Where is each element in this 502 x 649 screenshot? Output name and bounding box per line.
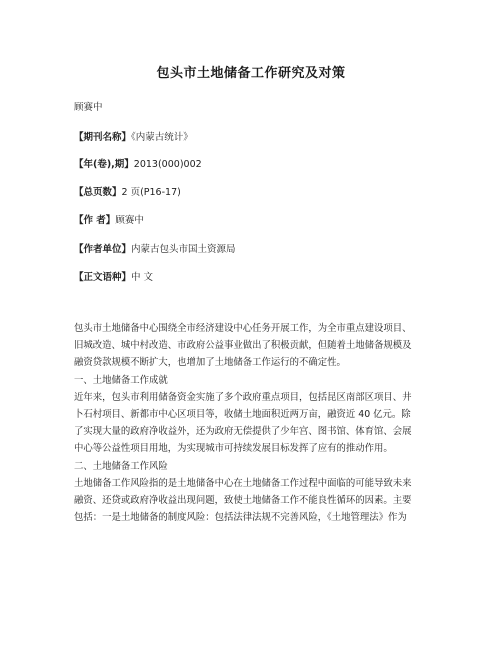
paragraph-line: 融资、还贷或政府净收益出现问题，致使土地储备工作不能良性循环的因素。主要 — [74, 494, 412, 506]
meta-unit-key: 【作者单位】 — [74, 244, 132, 255]
meta-author-value: 顾赛中 — [115, 215, 144, 226]
meta-pages-value: 2 页(P16-17) — [121, 187, 181, 198]
meta-year-key: 【年(卷),期】 — [74, 159, 134, 170]
meta-year-value: 2013(000)002 — [133, 159, 202, 170]
meta-author — [74, 212, 144, 226]
paragraph-line: 旧城改造、城中村改造、市政府公益事业做出了积极贡献，但随着土地储备规模及 — [74, 340, 412, 352]
meta-language-value: 中 文 — [131, 272, 154, 283]
meta-pages — [74, 184, 181, 198]
meta-journal-value: 《内蒙古统计》 — [131, 132, 193, 143]
paragraph-line: 了实现大量的政府净收益外，还为政府无偿提供了少年宫、图书馆、体育馆、会展 — [74, 426, 412, 438]
meta-journal-key: 【期刊名称】 — [74, 132, 132, 143]
paragraph-line: 近年来，包头市利用储备资金实施了多个政府重点项目，包括昆区南部区项目、井 — [74, 391, 412, 403]
meta-year — [74, 156, 202, 170]
meta-journal — [74, 129, 193, 143]
paragraph-line: 中心等公益性项目用地，为实现城市可持续发展目标发挥了应有的推动作用。 — [74, 443, 393, 455]
meta-language — [74, 269, 153, 283]
meta-author-key: 【作 者】 — [74, 215, 116, 226]
section-heading: 二、土地储备工作风险 — [74, 460, 168, 472]
author-line: 顾赛中 — [74, 102, 103, 113]
body-text — [74, 320, 432, 526]
section-heading: 一、土地储备工作成就 — [74, 374, 168, 386]
meta-unit-value: 内蒙古包头市国土资源局 — [131, 244, 236, 255]
paragraph-line: 卜石村项目、新都市中心区项目等，收储土地面积近两万亩，融资近 40 亿元。除 — [74, 408, 411, 420]
meta-pages-key: 【总页数】 — [74, 187, 122, 198]
paragraph-line: 融资贷款规模不断扩大，也增加了土地储备工作运行的不确定性。 — [74, 357, 346, 369]
paragraph-line: 包头市土地储备中心围绕全市经济建设中心任务开展工作，为全市重点建设项目、 — [74, 323, 412, 334]
paragraph-line: 土地储备工作风险指的是土地储备中心在土地储备工作过程中面临的可能导致未来 — [74, 477, 412, 489]
meta-unit — [74, 241, 236, 255]
document-title: 包头市土地储备工作研究及对策 — [156, 66, 346, 81]
meta-language-key: 【正文语种】 — [74, 272, 132, 283]
paragraph-line: 包括：一是土地储备的制度风险：包括法律法规不完善风险，《土地管理法》作为 — [74, 512, 407, 524]
